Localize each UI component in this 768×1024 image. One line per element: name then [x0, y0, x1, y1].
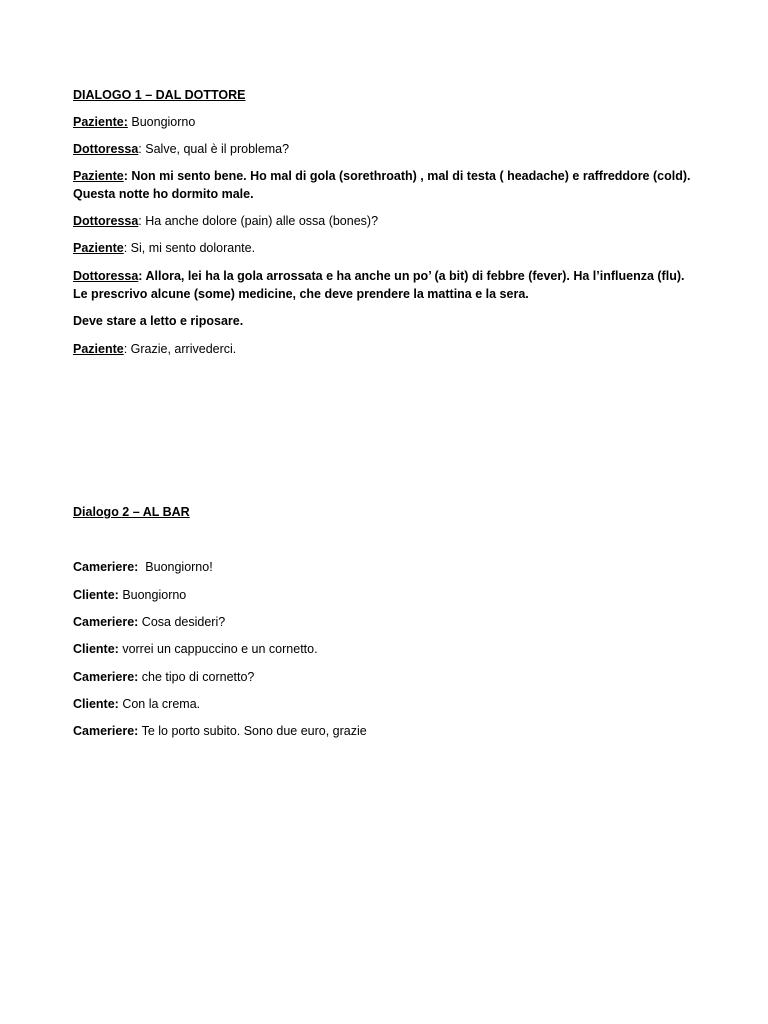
line-text: Cosa desideri?: [138, 615, 226, 629]
dialogo-1-line-4: [73, 212, 698, 230]
dialogo-1-title: DIALOGO 1 – DAL DOTTORE: [73, 88, 246, 102]
speaker-label: Paziente:: [73, 115, 128, 129]
speaker-label: Cameriere:: [73, 724, 139, 738]
speaker-label: Cameriere:: [73, 615, 139, 629]
speaker-label: Paziente: [73, 342, 124, 356]
speaker-label: Paziente: [73, 169, 124, 183]
dialogo-1-extra-line: Deve stare a letto e riposare.: [73, 314, 244, 328]
line-text: Con la crema.: [118, 697, 201, 711]
dialogo-1-line-1: [73, 113, 698, 131]
dialogo-1-line-6: [73, 267, 698, 303]
line-separator: :: [138, 142, 146, 156]
speaker-label: Dottoressa: [73, 269, 139, 283]
line-text: Te lo porto subito. Sono due euro, grazie: [138, 724, 367, 738]
dialogo-2-line-5: [73, 668, 698, 686]
dialogo-2-line-6: [73, 695, 698, 713]
dialogo-1-line-5: [73, 239, 698, 257]
speaker-label: Cameriere:: [73, 670, 139, 684]
line-text: Non mi sento bene. Ho mal di gola (sorethroath) , mal di testa ( headache) e raffreddore (cold). Questa notte ho dormito male.: [73, 169, 691, 201]
line-text: vorrei un cappuccino e un cornetto.: [118, 642, 318, 656]
speaker-label: Cliente:: [73, 588, 119, 602]
speaker-label: Dottoressa: [73, 142, 139, 156]
dialogo-1-line-3: [73, 167, 698, 203]
line-text: Buongiorno!: [138, 560, 213, 574]
line-separator: :: [138, 269, 146, 283]
line-text: che tipo di cornetto?: [138, 670, 255, 684]
line-separator: :: [138, 214, 146, 228]
line-text: Buongiorno: [131, 115, 196, 129]
speaker-label: Dottoressa: [73, 214, 139, 228]
speaker-label: Cliente:: [73, 642, 119, 656]
dialogo-2-line-2: [73, 586, 698, 604]
dialogo-1-last-line: [73, 340, 698, 358]
line-text: Allora, lei ha la gola arrossata e ha anche un po’ (a bit) di febbre (fever). Ha l’influenza (flu). Le prescrivo alcune (some) medicine, che deve prendere la mattina e la sera.: [73, 269, 685, 301]
line-separator: :: [123, 169, 132, 183]
dialogo-2-line-1: [73, 558, 698, 576]
dialogo-1-line-2: [73, 140, 698, 158]
dialogo-2-line-3: [73, 613, 698, 631]
line-separator: :: [123, 342, 131, 356]
line-text: Grazie, arrivederci.: [130, 342, 237, 356]
dialogo-2-line-4: [73, 640, 698, 658]
line-text: Si, mi sento dolorante.: [130, 241, 256, 255]
speaker-label: Cameriere:: [73, 560, 139, 574]
dialogo-2-line-7: [73, 722, 698, 740]
speaker-label: Cliente:: [73, 697, 119, 711]
line-separator: :: [123, 241, 131, 255]
line-text: Salve, qual è il problema?: [145, 142, 290, 156]
line-text: Buongiorno: [118, 588, 187, 602]
line-text: Ha anche dolore (pain) alle ossa (bones)?: [145, 214, 379, 228]
dialogo-2-title: Dialogo 2 – AL BAR: [73, 505, 190, 519]
speaker-label: Paziente: [73, 241, 124, 255]
